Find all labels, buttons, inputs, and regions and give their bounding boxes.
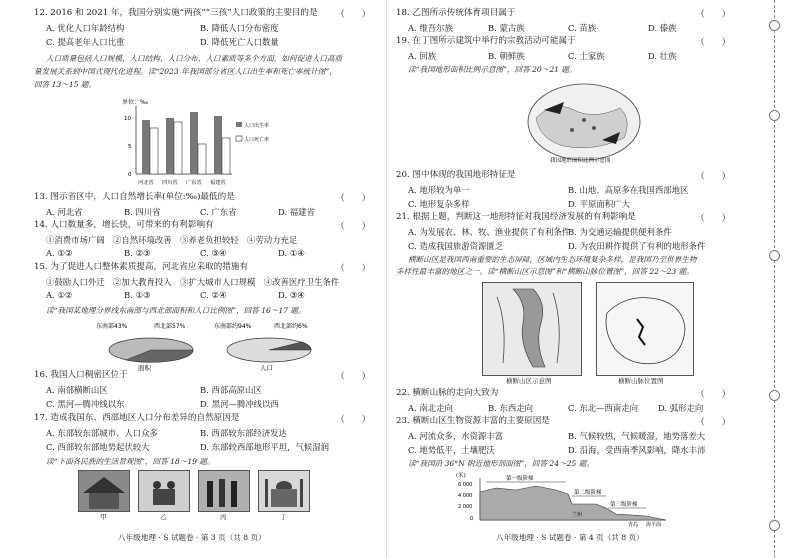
- binding-dashed-line: [774, 0, 775, 558]
- q15-items: ①鼓励人口外迁 ②加大教育投入 ③扩大城市人口规模 ④改善医疗卫生条件: [46, 277, 340, 287]
- intro-24: 读“我国沿 36°N 附近地形剖面图”，回答 24～25 题。: [408, 459, 594, 468]
- terrain-proportion-map: [524, 80, 644, 164]
- binding-hole: [769, 20, 780, 31]
- intro-22-line1: 横断山区是我国西南重要的生态屏障，区域内生态环境复杂多样，是我国乃至世界生物: [408, 255, 697, 264]
- q18-stem: 18. 乙图所示传统体育项目属于: [396, 8, 516, 18]
- area-proportion-pie: [96, 318, 206, 372]
- q20-option-d[interactable]: D. 平原面积广大: [568, 199, 630, 209]
- pie-area-west: 西北部57%: [154, 323, 186, 330]
- profile-ytick: 2 000: [458, 504, 473, 510]
- q18-answer-paren: （ ）: [696, 10, 731, 20]
- q14-answer-paren: （ ）: [336, 222, 371, 232]
- intro-22-line2: 多样性最丰富的地区之一。读“横断山区示意图”和“横断山脉位置图”，回答 22～23 题。: [396, 267, 694, 276]
- q12-option-b[interactable]: B. 降低人口分布密度: [200, 23, 279, 33]
- chart-unit: 单位：‰: [122, 99, 149, 106]
- q22-answer-paren: （ ）: [696, 390, 731, 400]
- q19-option-c[interactable]: C. 土家族: [568, 51, 605, 61]
- photo-label-bing: 丙: [220, 513, 227, 521]
- q23-stem: 23. 横断山区生物资源丰富的主要原因是: [396, 416, 550, 426]
- binding-margin: [756, 0, 794, 558]
- bar-death-guangdong: [198, 144, 206, 174]
- q16-answer-paren: （ ）: [336, 372, 371, 382]
- q20-option-b[interactable]: B. 山地、高原多在我国西部地区: [568, 185, 689, 195]
- photo-jia-house: [78, 470, 130, 512]
- q18-option-b[interactable]: B. 蒙古族: [488, 23, 525, 33]
- profile-ytick: 6 000: [458, 482, 473, 488]
- hengduan-region-map: [482, 282, 582, 376]
- chart-xlabel: 四川省: [162, 180, 178, 186]
- q23-answer-paren: （ ）: [696, 418, 731, 428]
- pie-area-east: 东南部43%: [96, 323, 128, 330]
- q22-option-d[interactable]: D. 弧形走向: [658, 403, 704, 413]
- q22-option-c[interactable]: C. 东北—西南走向: [568, 403, 639, 413]
- chart-xlabel: 福建省: [210, 180, 226, 186]
- photo-label-yi: 乙: [160, 513, 167, 521]
- q16-option-d[interactable]: D. 黑河—腾冲线以西: [200, 399, 279, 409]
- birth-death-rate-chart: [120, 96, 270, 188]
- photo-label-ding: 丁: [280, 513, 287, 521]
- chart-ytick: 5: [128, 144, 132, 150]
- bar-birth-guangdong: [190, 112, 198, 174]
- q13-option-b[interactable]: B. 四川省: [124, 207, 161, 217]
- q16-option-b[interactable]: B. 西部高原山区: [200, 385, 262, 395]
- q17-option-d[interactable]: D. 东部较西部地形平坦，气候湿润: [200, 442, 329, 452]
- bar-death-fujian: [222, 138, 230, 174]
- q15-option-d[interactable]: D. ③④: [278, 290, 305, 300]
- q14-option-b[interactable]: B. ②③: [124, 248, 151, 258]
- profile-city-qingdao: 青岛: [628, 522, 639, 528]
- legend-birth: 人口出生率: [244, 123, 270, 129]
- q22-stem: 22. 横断山脉的走向大致为: [396, 388, 499, 398]
- binding-hole: [769, 390, 780, 401]
- q14-stem: 14. 人口数量多，增长快，可带来的有利影响有: [34, 220, 214, 230]
- q15-option-c[interactable]: C. ②④: [200, 290, 227, 300]
- q23-option-b[interactable]: B. 气候较热，气候暖湿，地势落差大: [568, 431, 706, 441]
- intro-13-line1: 人口质量包括人口规模、人口结构、人口分布、人口素质等多个方面，如何促进人口高质: [46, 54, 343, 63]
- legend-death-swatch: [236, 136, 242, 141]
- terrain-profile-36n: [456, 470, 676, 528]
- bar-birth-sichuan: [166, 118, 174, 174]
- q19-option-d[interactable]: D. 壮族: [648, 51, 677, 61]
- q14-items: ①消费市场广阔 ②自然环境改善 ③养老负担较轻 ④劳动力充足: [46, 235, 298, 245]
- hengduan-location-caption: 横断山脉位置图: [618, 377, 664, 385]
- chart-xlabel: 河北省: [138, 180, 154, 186]
- q18-option-c[interactable]: C. 苗族: [568, 23, 597, 33]
- q19-stem: 19. 在丁图所示建筑中举行的宗教活动可能属于: [396, 36, 576, 46]
- terrain-map-label: 我国地形面积比例示意图: [550, 158, 611, 164]
- q15-stem: 15. 为了促进人口整体素质提高，河北省应采取的措施有: [34, 262, 249, 272]
- left-page: [0, 0, 380, 558]
- profile-step1: 第一级阶梯: [506, 476, 534, 482]
- bar-death-hebei: [150, 128, 158, 174]
- intro-13-line2: 量发展关系到中国式现代化进程。读“2023 年我国部分省区人口出生率和死亡率统计图”，: [34, 67, 337, 76]
- q15-answer-paren: （ ）: [336, 264, 371, 274]
- pie-pop-label: 人口: [260, 364, 273, 372]
- intro-18: 读“下面各民族的生活景观图”，回答 18～19 题。: [46, 457, 215, 466]
- q13-answer-paren: （ ）: [336, 194, 371, 204]
- q17-option-b[interactable]: B. 西部较东部经济发达: [200, 428, 287, 438]
- chart-xlabel: 广东省: [186, 180, 202, 186]
- chart-ytick: 10: [124, 116, 131, 122]
- q16-option-a[interactable]: A. 南部横断山区: [46, 385, 108, 395]
- q16-stem: 16. 我国人口稠密区位于: [34, 370, 128, 380]
- q14-option-a[interactable]: A. ①②: [46, 248, 73, 258]
- q17-answer-paren: （ ）: [336, 415, 371, 425]
- q20-option-c[interactable]: C. 地形复杂多样: [408, 199, 470, 209]
- bar-birth-fujian: [214, 116, 222, 174]
- q14-option-c[interactable]: C. ③④: [200, 248, 227, 258]
- pie-area-label: 面积: [138, 364, 151, 372]
- population-proportion-pie: [214, 318, 324, 372]
- legend-death: 人口死亡率: [244, 137, 270, 143]
- q12-answer-paren: （ ）: [336, 10, 371, 20]
- intro-16: 读“我国某地理分界线东南部与西北部面积和人口比例图”，回答 16～17 题。: [46, 306, 306, 315]
- q19-option-a[interactable]: A. 回族: [408, 51, 437, 61]
- profile-sea-level: 海平面: [646, 522, 662, 528]
- profile-city-lanzhou: 兰州: [572, 512, 583, 518]
- q12-option-a[interactable]: A. 优化人口年龄结构: [46, 23, 125, 33]
- q13-option-a[interactable]: A. 河北省: [46, 207, 83, 217]
- q12-option-d[interactable]: D. 降低死亡人口数量: [200, 37, 279, 47]
- q19-answer-paren: （ ）: [696, 38, 731, 48]
- profile-ytick: 0: [470, 516, 474, 522]
- q12-option-c[interactable]: C. 提高老年人口比重: [46, 37, 125, 47]
- q21-option-b[interactable]: B. 为交通运输提供便利条件: [568, 227, 672, 237]
- q14-option-d[interactable]: D. ①④: [278, 248, 305, 258]
- photo-ding-mosque: [258, 470, 310, 512]
- hengduan-location-map: [596, 282, 694, 376]
- profile-step2: 第二级阶梯: [574, 490, 602, 496]
- bar-death-sichuan: [174, 122, 182, 174]
- q21-option-c[interactable]: C. 造成我国旅游资源匮乏: [408, 241, 504, 251]
- q22-option-b[interactable]: B. 东西走向: [488, 403, 533, 413]
- bar-birth-hebei: [142, 120, 150, 174]
- q17-option-c[interactable]: C. 西部较东部地势起伏较大: [46, 442, 150, 452]
- binding-hole: [769, 250, 780, 261]
- q15-option-a[interactable]: A. ①②: [46, 290, 73, 300]
- page-footer-left: 八年级地理 · S 试题卷 · 第 3 页（共 8 页）: [118, 533, 266, 542]
- q18-option-d[interactable]: D. 傣族: [648, 23, 677, 33]
- q22-option-a[interactable]: A. 南北走向: [408, 403, 453, 413]
- q15-option-b[interactable]: B. ①③: [124, 290, 151, 300]
- q21-option-a[interactable]: A. 为发展农、林、牧、渔业提供了有利条件: [408, 227, 571, 237]
- page-fold: [386, 0, 387, 558]
- profile-unit: (米): [456, 473, 466, 479]
- legend-birth-swatch: [236, 122, 242, 127]
- chart-ytick: 0: [128, 172, 132, 178]
- hengduan-region-caption: 横断山区示意图: [506, 377, 552, 385]
- q21-option-d[interactable]: D. 为农田耕作提供了有利的地形条件: [568, 241, 706, 251]
- pie-pop-west: 西北部约6%: [274, 323, 308, 330]
- photo-bing-dancers: [198, 470, 250, 512]
- q13-option-d[interactable]: D. 福建省: [278, 207, 315, 217]
- q13-stem: 13. 图示省区中，人口自然增长率(单位:‰)最低的是: [34, 192, 235, 202]
- right-page: [396, 0, 748, 558]
- page-footer-right: 八年级地理 · S 试题卷 · 第 4 页（共 8 页）: [496, 533, 644, 542]
- binding-hole: [769, 520, 780, 531]
- q13-option-c[interactable]: C. 广东省: [200, 207, 237, 217]
- q19-option-b[interactable]: B. 朝鲜族: [488, 51, 525, 61]
- profile-ytick: 4 000: [458, 493, 473, 499]
- q23-option-a[interactable]: A. 河流众多，水资源丰富: [408, 431, 504, 441]
- binding-hole: [769, 110, 780, 121]
- intro-13-line3: 回答 13～15 题。: [34, 80, 97, 89]
- photo-label-jia: 甲: [100, 513, 107, 521]
- photo-yi-wrestling: [138, 470, 190, 512]
- profile-step3: 第三级阶梯: [610, 502, 638, 508]
- q18-option-a[interactable]: A. 维吾尔族: [408, 23, 453, 33]
- pie-pop-east: 东南部约94%: [214, 323, 252, 330]
- q20-option-a[interactable]: A. 地形较为单一: [408, 185, 470, 195]
- q21-answer-paren: （ ）: [696, 214, 731, 224]
- q17-stem: 17. 造成我国东、西部地区人口分布差异的自然原因是: [34, 413, 240, 423]
- q12-stem: 12. 2016 和 2021 年，我国分别实施“两孩”“三孩”人口政策的主要目的是: [34, 8, 318, 18]
- q20-stem: 20. 图中体现的我国地形特征是: [396, 170, 516, 180]
- q16-option-c[interactable]: C. 黑河—腾冲线以东: [46, 399, 125, 409]
- q23-option-c[interactable]: C. 地势低平，土壤肥沃: [408, 445, 495, 455]
- q21-stem: 21. 根据上题，判断这一地形特征对我国经济发展的有利影响是: [396, 212, 636, 222]
- intro-20: 读“我国地形面积比例示意图”，回答 20～21 题。: [408, 65, 577, 74]
- q23-option-d[interactable]: D. 沿海，受西南季风影响，降水丰沛: [568, 445, 706, 455]
- q20-answer-paren: （ ）: [696, 172, 731, 182]
- q17-option-a[interactable]: A. 东部较东部城市、人口众多: [46, 428, 158, 438]
